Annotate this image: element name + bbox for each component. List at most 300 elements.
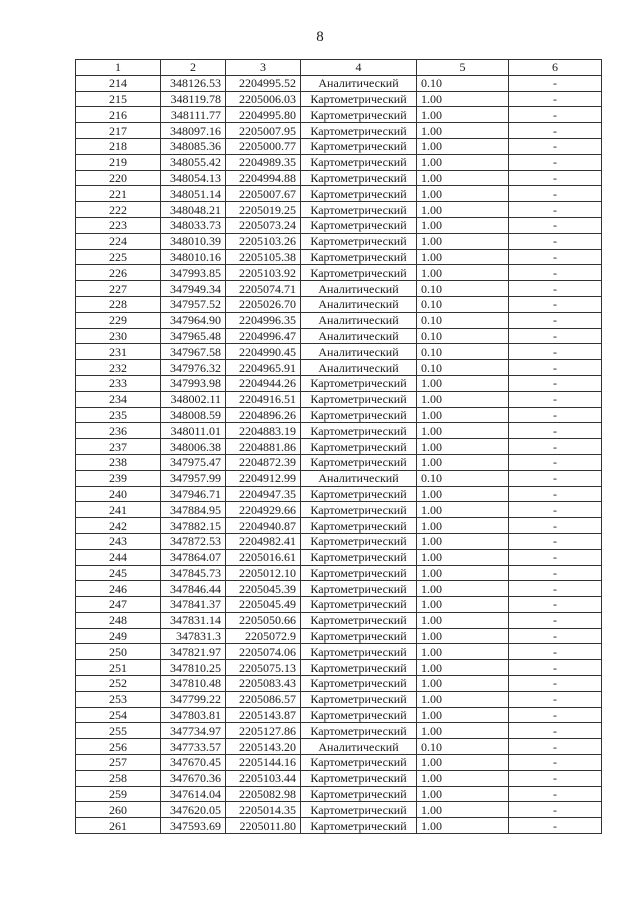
x-coordinate-cell: 347841.37 [161, 597, 226, 613]
method-cell: Картометрический [301, 391, 417, 407]
x-coordinate-cell: 347949.34 [161, 281, 226, 297]
method-cell: Аналитический [301, 281, 417, 297]
method-cell: Картометрический [301, 486, 417, 502]
x-coordinate-cell: 348008.59 [161, 407, 226, 423]
accuracy-cell: 1.00 [417, 628, 509, 644]
y-coordinate-cell: 2205082.98 [226, 786, 301, 802]
y-coordinate-cell: 2205007.67 [226, 186, 301, 202]
table-row [76, 439, 602, 455]
point-number-cell: 215 [76, 91, 161, 107]
point-number-cell: 220 [76, 170, 161, 186]
method-cell: Картометрический [301, 233, 417, 249]
note-cell: - [509, 470, 602, 486]
accuracy-cell: 1.00 [417, 786, 509, 802]
note-cell: - [509, 107, 602, 123]
y-coordinate-cell: 2204995.52 [226, 75, 301, 91]
point-number-cell: 250 [76, 644, 161, 660]
page-number: 8 [316, 29, 324, 45]
note-cell: - [509, 565, 602, 581]
x-coordinate-cell: 347993.85 [161, 265, 226, 281]
method-cell: Аналитический [301, 360, 417, 376]
y-coordinate-cell: 2205050.66 [226, 612, 301, 628]
y-coordinate-cell: 2204940.87 [226, 518, 301, 534]
method-cell: Аналитический [301, 739, 417, 755]
point-number-cell: 249 [76, 628, 161, 644]
accuracy-cell: 1.00 [417, 249, 509, 265]
accuracy-cell: 1.00 [417, 123, 509, 139]
point-number-cell: 237 [76, 439, 161, 455]
table-row [76, 107, 602, 123]
x-coordinate-cell: 347957.99 [161, 470, 226, 486]
point-number-cell: 245 [76, 565, 161, 581]
method-cell: Аналитический [301, 470, 417, 486]
note-cell: - [509, 533, 602, 549]
y-coordinate-cell: 2205103.92 [226, 265, 301, 281]
y-coordinate-cell: 2205026.70 [226, 296, 301, 312]
point-number-cell: 252 [76, 676, 161, 692]
note-cell: - [509, 138, 602, 154]
accuracy-cell: 1.00 [417, 186, 509, 202]
accuracy-cell: 1.00 [417, 581, 509, 597]
x-coordinate-cell: 348085.36 [161, 138, 226, 154]
note-cell: - [509, 360, 602, 376]
accuracy-cell: 1.00 [417, 375, 509, 391]
x-coordinate-cell: 348119.78 [161, 91, 226, 107]
method-cell: Картометрический [301, 502, 417, 518]
y-coordinate-cell: 2204947.35 [226, 486, 301, 502]
note-cell: - [509, 707, 602, 723]
y-coordinate-cell: 2205072.9 [226, 628, 301, 644]
table-row [76, 533, 602, 549]
table-row [76, 249, 602, 265]
column-header: 3 [226, 60, 301, 76]
y-coordinate-cell: 2205074.06 [226, 644, 301, 660]
y-coordinate-cell: 2205143.20 [226, 739, 301, 755]
note-cell: - [509, 518, 602, 534]
table-row [76, 75, 602, 91]
method-cell: Картометрический [301, 138, 417, 154]
y-coordinate-cell: 2204896.26 [226, 407, 301, 423]
table-row [76, 802, 602, 818]
table-row [76, 644, 602, 660]
note-cell: - [509, 755, 602, 771]
note-cell: - [509, 502, 602, 518]
y-coordinate-cell: 2204872.39 [226, 454, 301, 470]
y-coordinate-cell: 2204929.66 [226, 502, 301, 518]
accuracy-cell: 0.10 [417, 344, 509, 360]
y-coordinate-cell: 2205086.57 [226, 691, 301, 707]
x-coordinate-cell: 347882.15 [161, 518, 226, 534]
y-coordinate-cell: 2205103.44 [226, 770, 301, 786]
accuracy-cell: 1.00 [417, 391, 509, 407]
y-coordinate-cell: 2205019.25 [226, 202, 301, 218]
y-coordinate-cell: 2204916.51 [226, 391, 301, 407]
x-coordinate-cell: 347831.14 [161, 612, 226, 628]
method-cell: Картометрический [301, 755, 417, 771]
note-cell: - [509, 676, 602, 692]
table-row [76, 707, 602, 723]
point-number-cell: 214 [76, 75, 161, 91]
point-number-cell: 228 [76, 296, 161, 312]
y-coordinate-cell: 2204912.99 [226, 470, 301, 486]
note-cell: - [509, 802, 602, 818]
note-cell: - [509, 739, 602, 755]
y-coordinate-cell: 2205075.13 [226, 660, 301, 676]
note-cell: - [509, 154, 602, 170]
point-number-cell: 238 [76, 454, 161, 470]
point-number-cell: 227 [76, 281, 161, 297]
method-cell: Картометрический [301, 628, 417, 644]
accuracy-cell: 1.00 [417, 154, 509, 170]
y-coordinate-cell: 2204944.26 [226, 375, 301, 391]
table-row [76, 770, 602, 786]
note-cell: - [509, 344, 602, 360]
accuracy-cell: 1.00 [417, 454, 509, 470]
note-cell: - [509, 628, 602, 644]
y-coordinate-cell: 2205074.71 [226, 281, 301, 297]
accuracy-cell: 1.00 [417, 549, 509, 565]
y-coordinate-cell: 2204996.47 [226, 328, 301, 344]
y-coordinate-cell: 2205103.26 [226, 233, 301, 249]
note-cell: - [509, 723, 602, 739]
y-coordinate-cell: 2204994.88 [226, 170, 301, 186]
note-cell: - [509, 170, 602, 186]
accuracy-cell: 1.00 [417, 707, 509, 723]
point-number-cell: 226 [76, 265, 161, 281]
point-number-cell: 239 [76, 470, 161, 486]
point-number-cell: 241 [76, 502, 161, 518]
note-cell: - [509, 75, 602, 91]
accuracy-cell: 1.00 [417, 502, 509, 518]
y-coordinate-cell: 2204982.41 [226, 533, 301, 549]
accuracy-cell: 1.00 [417, 439, 509, 455]
accuracy-cell: 0.10 [417, 312, 509, 328]
accuracy-cell: 1.00 [417, 217, 509, 233]
point-number-cell: 260 [76, 802, 161, 818]
point-number-cell: 246 [76, 581, 161, 597]
y-coordinate-cell: 2205105.38 [226, 249, 301, 265]
accuracy-cell: 1.00 [417, 818, 509, 834]
table-row [76, 123, 602, 139]
accuracy-cell: 1.00 [417, 91, 509, 107]
point-number-cell: 219 [76, 154, 161, 170]
table-row [76, 786, 602, 802]
y-coordinate-cell: 2204881.86 [226, 439, 301, 455]
method-cell: Картометрический [301, 454, 417, 470]
table-row [76, 628, 602, 644]
method-cell: Картометрический [301, 375, 417, 391]
x-coordinate-cell: 348010.16 [161, 249, 226, 265]
point-number-cell: 223 [76, 217, 161, 233]
table-row [76, 202, 602, 218]
y-coordinate-cell: 2205143.87 [226, 707, 301, 723]
x-coordinate-cell: 348051.14 [161, 186, 226, 202]
y-coordinate-cell: 2205045.39 [226, 581, 301, 597]
table-row [76, 454, 602, 470]
note-cell: - [509, 597, 602, 613]
note-cell: - [509, 375, 602, 391]
method-cell: Аналитический [301, 296, 417, 312]
accuracy-cell: 1.00 [417, 138, 509, 154]
x-coordinate-cell: 348126.53 [161, 75, 226, 91]
table-row [76, 676, 602, 692]
x-coordinate-cell: 348002.11 [161, 391, 226, 407]
x-coordinate-cell: 347964.90 [161, 312, 226, 328]
x-coordinate-cell: 348033.73 [161, 217, 226, 233]
note-cell: - [509, 486, 602, 502]
method-cell: Картометрический [301, 407, 417, 423]
column-header: 4 [301, 60, 417, 76]
method-cell: Картометрический [301, 802, 417, 818]
table-row [76, 407, 602, 423]
accuracy-cell: 1.00 [417, 644, 509, 660]
note-cell: - [509, 296, 602, 312]
method-cell: Картометрический [301, 581, 417, 597]
y-coordinate-cell: 2205045.49 [226, 597, 301, 613]
x-coordinate-cell: 348111.77 [161, 107, 226, 123]
y-coordinate-cell: 2204883.19 [226, 423, 301, 439]
note-cell: - [509, 328, 602, 344]
method-cell: Картометрический [301, 597, 417, 613]
point-number-cell: 230 [76, 328, 161, 344]
point-number-cell: 257 [76, 755, 161, 771]
accuracy-cell: 1.00 [417, 755, 509, 771]
accuracy-cell: 0.10 [417, 739, 509, 755]
table-row [76, 470, 602, 486]
method-cell: Картометрический [301, 691, 417, 707]
point-number-cell: 221 [76, 186, 161, 202]
table-row [76, 565, 602, 581]
x-coordinate-cell: 347821.97 [161, 644, 226, 660]
point-number-cell: 258 [76, 770, 161, 786]
y-coordinate-cell: 2205073.24 [226, 217, 301, 233]
accuracy-cell: 1.00 [417, 265, 509, 281]
point-number-cell: 253 [76, 691, 161, 707]
point-number-cell: 261 [76, 818, 161, 834]
x-coordinate-cell: 347976.32 [161, 360, 226, 376]
table-row [76, 391, 602, 407]
accuracy-cell: 1.00 [417, 612, 509, 628]
table-row [76, 233, 602, 249]
x-coordinate-cell: 347864.07 [161, 549, 226, 565]
table-row [76, 217, 602, 233]
method-cell: Картометрический [301, 818, 417, 834]
note-cell: - [509, 691, 602, 707]
y-coordinate-cell: 2204996.35 [226, 312, 301, 328]
table-row [76, 360, 602, 376]
method-cell: Картометрический [301, 202, 417, 218]
note-cell: - [509, 549, 602, 565]
x-coordinate-cell: 347872.53 [161, 533, 226, 549]
accuracy-cell: 1.00 [417, 107, 509, 123]
point-number-cell: 255 [76, 723, 161, 739]
table-body [76, 60, 602, 834]
method-cell: Картометрический [301, 265, 417, 281]
x-coordinate-cell: 347967.58 [161, 344, 226, 360]
note-cell: - [509, 281, 602, 297]
x-coordinate-cell: 348097.16 [161, 123, 226, 139]
accuracy-cell: 0.10 [417, 281, 509, 297]
y-coordinate-cell: 2205127.86 [226, 723, 301, 739]
method-cell: Картометрический [301, 549, 417, 565]
method-cell: Картометрический [301, 154, 417, 170]
point-number-cell: 229 [76, 312, 161, 328]
note-cell: - [509, 423, 602, 439]
method-cell: Картометрический [301, 770, 417, 786]
table-row [76, 691, 602, 707]
x-coordinate-cell: 347670.36 [161, 770, 226, 786]
note-cell: - [509, 391, 602, 407]
note-cell: - [509, 454, 602, 470]
note-cell: - [509, 123, 602, 139]
note-cell: - [509, 660, 602, 676]
method-cell: Картометрический [301, 123, 417, 139]
note-cell: - [509, 202, 602, 218]
accuracy-cell: 1.00 [417, 233, 509, 249]
point-number-cell: 236 [76, 423, 161, 439]
point-number-cell: 234 [76, 391, 161, 407]
method-cell: Картометрический [301, 533, 417, 549]
column-header: 2 [161, 60, 226, 76]
y-coordinate-cell: 2205011.80 [226, 818, 301, 834]
table-row [76, 723, 602, 739]
accuracy-cell: 0.10 [417, 470, 509, 486]
table-row [76, 739, 602, 755]
point-number-cell: 242 [76, 518, 161, 534]
accuracy-cell: 0.10 [417, 360, 509, 376]
point-number-cell: 247 [76, 597, 161, 613]
note-cell: - [509, 581, 602, 597]
table-row [76, 296, 602, 312]
method-cell: Картометрический [301, 186, 417, 202]
y-coordinate-cell: 2205144.16 [226, 755, 301, 771]
point-number-cell: 254 [76, 707, 161, 723]
table-row [76, 375, 602, 391]
table-row [76, 312, 602, 328]
note-cell: - [509, 786, 602, 802]
method-cell: Картометрический [301, 786, 417, 802]
accuracy-cell: 1.00 [417, 565, 509, 581]
point-number-cell: 217 [76, 123, 161, 139]
point-number-cell: 259 [76, 786, 161, 802]
accuracy-cell: 1.00 [417, 407, 509, 423]
x-coordinate-cell: 347846.44 [161, 581, 226, 597]
point-number-cell: 222 [76, 202, 161, 218]
point-number-cell: 244 [76, 549, 161, 565]
note-cell: - [509, 265, 602, 281]
y-coordinate-cell: 2205083.43 [226, 676, 301, 692]
x-coordinate-cell: 347810.48 [161, 676, 226, 692]
table-row [76, 581, 602, 597]
x-coordinate-cell: 347845.73 [161, 565, 226, 581]
table-row [76, 660, 602, 676]
method-cell: Картометрический [301, 644, 417, 660]
table-row [76, 170, 602, 186]
accuracy-cell: 0.10 [417, 75, 509, 91]
note-cell: - [509, 186, 602, 202]
x-coordinate-cell: 348011.01 [161, 423, 226, 439]
accuracy-cell: 1.00 [417, 202, 509, 218]
table-row [76, 612, 602, 628]
table-row [76, 549, 602, 565]
method-cell: Картометрический [301, 518, 417, 534]
table-header-row [76, 60, 602, 76]
accuracy-cell: 1.00 [417, 518, 509, 534]
method-cell: Картометрический [301, 565, 417, 581]
table-row [76, 138, 602, 154]
method-cell: Картометрический [301, 660, 417, 676]
accuracy-cell: 1.00 [417, 770, 509, 786]
column-header: 1 [76, 60, 161, 76]
point-number-cell: 232 [76, 360, 161, 376]
method-cell: Картометрический [301, 249, 417, 265]
x-coordinate-cell: 348006.38 [161, 439, 226, 455]
x-coordinate-cell: 347884.95 [161, 502, 226, 518]
y-coordinate-cell: 2205006.03 [226, 91, 301, 107]
method-cell: Картометрический [301, 723, 417, 739]
note-cell: - [509, 770, 602, 786]
note-cell: - [509, 612, 602, 628]
y-coordinate-cell: 2205016.61 [226, 549, 301, 565]
note-cell: - [509, 249, 602, 265]
table-row [76, 265, 602, 281]
note-cell: - [509, 312, 602, 328]
point-number-cell: 225 [76, 249, 161, 265]
table-row [76, 502, 602, 518]
accuracy-cell: 1.00 [417, 423, 509, 439]
x-coordinate-cell: 348048.21 [161, 202, 226, 218]
x-coordinate-cell: 347965.48 [161, 328, 226, 344]
accuracy-cell: 1.00 [417, 676, 509, 692]
point-number-cell: 251 [76, 660, 161, 676]
point-number-cell: 231 [76, 344, 161, 360]
accuracy-cell: 0.10 [417, 328, 509, 344]
method-cell: Картометрический [301, 91, 417, 107]
table-row [76, 344, 602, 360]
point-number-cell: 218 [76, 138, 161, 154]
x-coordinate-cell: 347733.57 [161, 739, 226, 755]
y-coordinate-cell: 2204990.45 [226, 344, 301, 360]
accuracy-cell: 1.00 [417, 723, 509, 739]
note-cell: - [509, 818, 602, 834]
x-coordinate-cell: 347734.97 [161, 723, 226, 739]
point-number-cell: 233 [76, 375, 161, 391]
point-number-cell: 235 [76, 407, 161, 423]
y-coordinate-cell: 2204995.80 [226, 107, 301, 123]
accuracy-cell: 1.00 [417, 691, 509, 707]
coordinates-table [75, 59, 602, 834]
y-coordinate-cell: 2205000.77 [226, 138, 301, 154]
point-number-cell: 248 [76, 612, 161, 628]
x-coordinate-cell: 347593.69 [161, 818, 226, 834]
y-coordinate-cell: 2205014.35 [226, 802, 301, 818]
column-header: 5 [417, 60, 509, 76]
x-coordinate-cell: 347803.81 [161, 707, 226, 723]
table-row [76, 154, 602, 170]
table-row [76, 423, 602, 439]
method-cell: Картометрический [301, 439, 417, 455]
x-coordinate-cell: 347670.45 [161, 755, 226, 771]
method-cell: Картометрический [301, 107, 417, 123]
x-coordinate-cell: 347799.22 [161, 691, 226, 707]
y-coordinate-cell: 2204965.91 [226, 360, 301, 376]
point-number-cell: 243 [76, 533, 161, 549]
note-cell: - [509, 233, 602, 249]
method-cell: Картометрический [301, 676, 417, 692]
accuracy-cell: 1.00 [417, 533, 509, 549]
x-coordinate-cell: 347810.25 [161, 660, 226, 676]
table-row [76, 186, 602, 202]
